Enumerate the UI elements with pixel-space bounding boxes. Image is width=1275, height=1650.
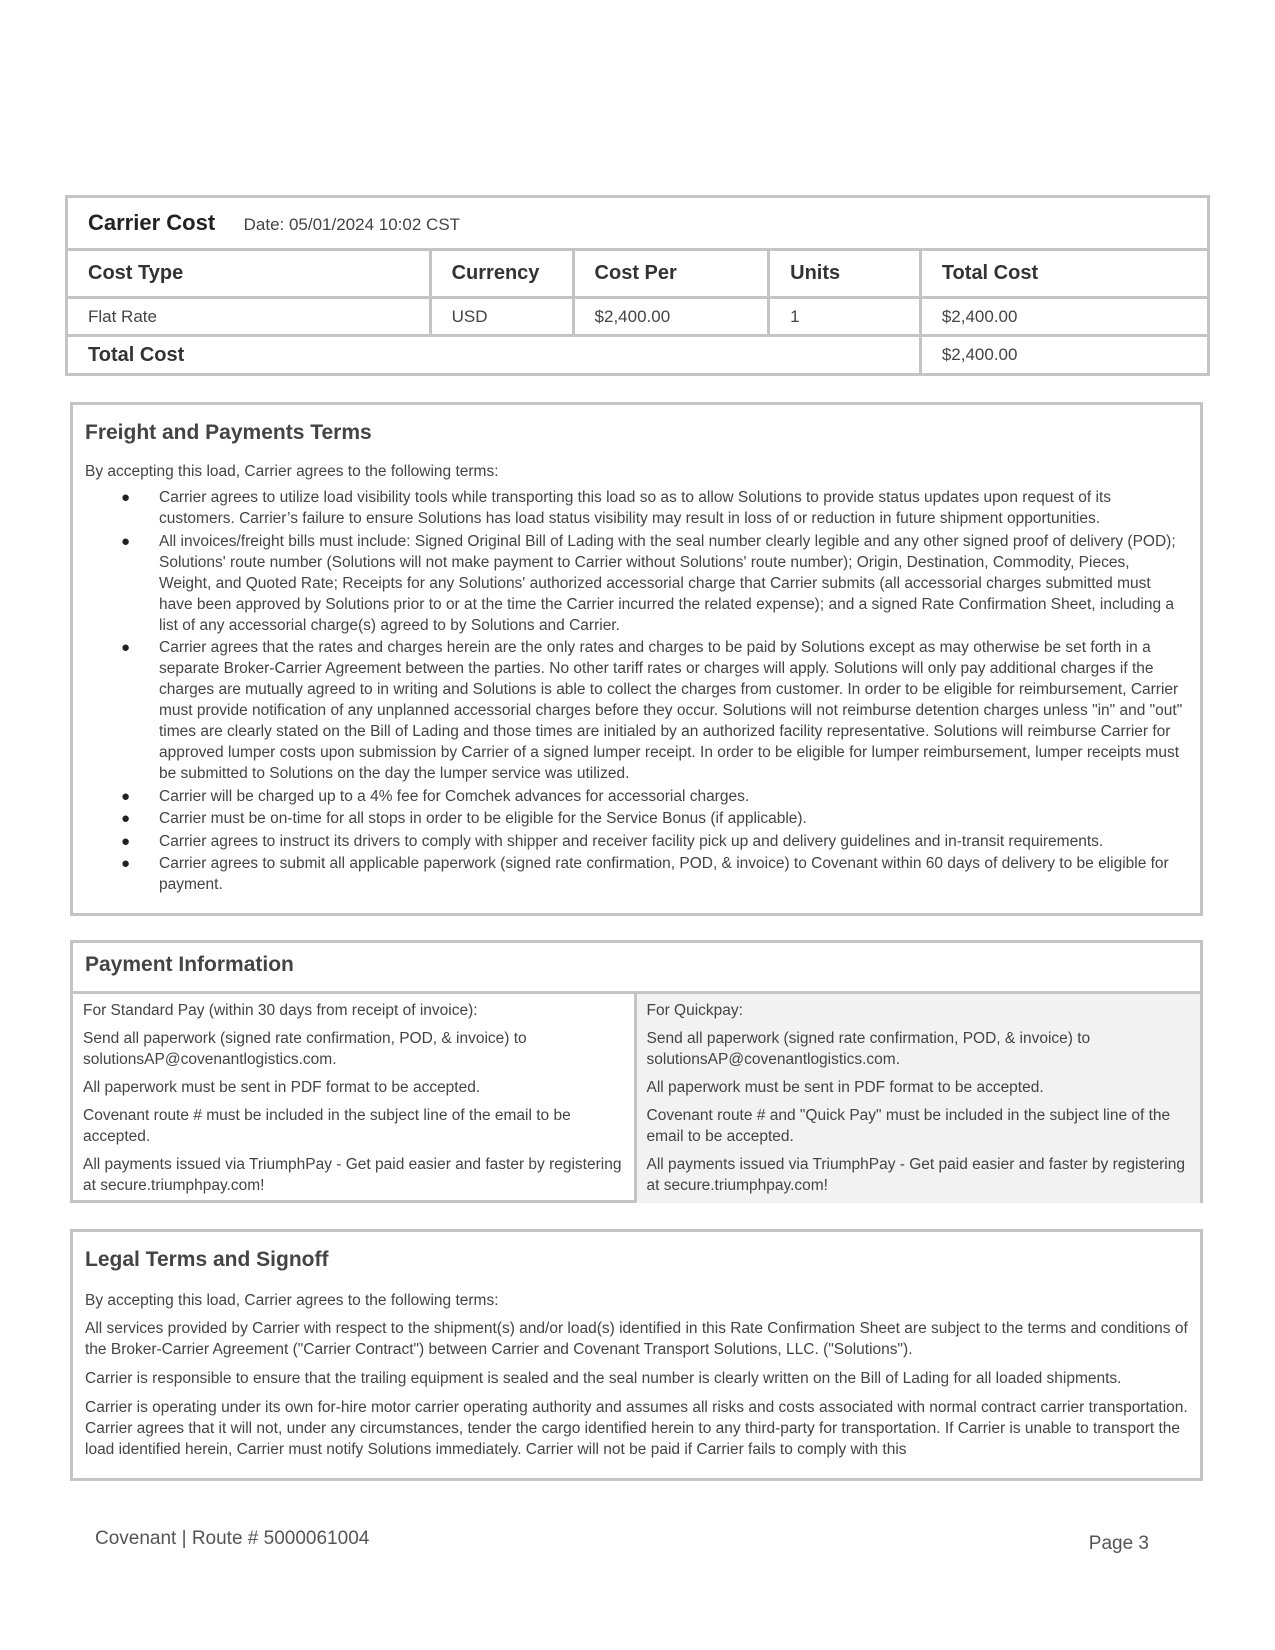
list-item: ● Carrier must be on-time for all stops in order to be eligible for the Service Bonus (if applicable). [121,810,807,827]
legal-paragraph: Carrier is responsible to ensure that the trailing equipment is sealed and the seal number is clearly written on the Bill of Lading for all loaded shipments. [85,1370,1122,1387]
bullet-icon: ● [121,532,131,550]
standard-pay-line: Send all paperwork (signed rate confirmation, POD, & invoice) to solutionsAP@covenantlogistics.com. [83,1030,527,1068]
payment-info-header [73,943,1200,994]
list-item: ● Carrier will be charged up to a 4% fee for Comchek advances for accessorial charges. [121,787,750,805]
freight-terms-section [70,402,1203,916]
payment-info-section [70,940,1203,1203]
cell-total-cost: $2,400.00 [920,298,1208,336]
column-header-cost-type: Cost Type [67,250,431,298]
list-item: ● Carrier agrees to instruct its drivers to comply with shipper and receiver facility pick up and delivery guidelines and in-transit requirements. [121,832,1104,850]
quickpay-line: All payments issued via TriumphPay - Get paid easier and faster by registering at secure.triumphpay.com! [646,1156,1185,1194]
freight-terms-intro: By accepting this load, Carrier agrees to the following terms: [85,463,499,480]
list-item: ● Carrier agrees that the rates and charges herein are the only rates and charges to be paid by Solutions except as may otherwise be set forth in a separate Broker-Carrier Agreement between the parties. No other tariff rates or charges will apply. Solutions will only pay additional charges if the charges are mutually agreed to in writing and Solutions is able to collect the charges from customer. In order to be eligible for reimbursement, Carrier must provide notification of any unplanned accessorial charges before they occur. Solutions will not reimburse detention charges unless "in" and "out" times are clearly stated on the Bill of Lading and those times are initialed by an authorized facility representative. Solutions will reimburse Carrier for approved lumper costs upon submission by Carrier of a signed lumper receipt. In order to be eligible for lumper reimbursement, lumper receipts must be submitted to Solutions on the day the lumper service was utilized. [121,639,1183,782]
bullet-icon: ● [121,787,131,805]
carrier-cost-date: Date: 05/01/2024 10:02 CST [243,215,461,234]
standard-pay-heading: For Standard Pay (within 30 days from receipt of invoice): [83,1002,478,1019]
quickpay-column [637,994,1201,1203]
quickpay-line: Send all paperwork (signed rate confirmation, POD, & invoice) to solutionsAP@covenantlogistics.com. [646,1030,1091,1068]
list-item: ● Carrier agrees to utilize load visibility tools while transporting this load so as to allow Solutions to provide status updates upon request of its customers. Carrier’s failure to ensure Solutions has load status visibility may result in loss of or reduction in future shipment opportunities. [121,489,1112,527]
cost-column-headers [67,250,1209,298]
cell-units: 1 [769,298,921,336]
legal-paragraph: Carrier is operating under its own for-hire motor carrier operating authority and assumes all risks and costs associated with normal contract carrier transportation. Carrier agrees that it will not, under any circumstances, tender the cargo identified herein to any third-party for transportation. If Carrier is unable to transport the load identified herein, Carrier must notify Solutions immediately. Carrier will not be paid if Carrier fails to comply with this [85,1399,1188,1458]
standard-pay-column [73,994,637,1203]
bullet-icon: ● [121,810,131,827]
standard-pay-line: All paperwork must be sent in PDF format to be accepted. [83,1079,481,1096]
quickpay-line: Covenant route # and "Quick Pay" must be included in the subject line of the email to be accepted. [646,1107,1171,1145]
column-header-units: Units [769,250,921,298]
legal-paragraph: All services provided by Carrier with respect to the shipment(s) and/or load(s) identified in this Rate Confirmation Sheet are subject to the terms and conditions of the Broker-Carrier Agreement ("Carrier Contract") between Carrier and Covenant Transport Solutions, LLC. ("Solutions"). [85,1320,1188,1358]
quickpay-line: All paperwork must be sent in PDF format to be accepted. [646,1079,1044,1096]
column-header-cost-per: Cost Per [573,250,769,298]
total-row [67,336,1209,375]
freight-terms-list [73,487,1200,895]
bullet-icon: ● [121,855,131,872]
payment-columns [73,994,1200,1203]
cell-currency: USD [430,298,573,336]
carrier-cost-table [65,195,1210,376]
total-cost-label: Total Cost [67,336,921,375]
bullet-icon: ● [121,639,131,656]
carrier-cost-title: Carrier Cost [88,210,216,235]
column-header-currency: Currency [430,250,573,298]
standard-pay-line: Covenant route # must be included in the subject line of the email to be accepted. [83,1107,571,1145]
list-item: ● All invoices/freight bills must include: Signed Original Bill of Lading with the seal number clearly legible and any other signed proof of delivery (POD); Solutions' route number (Solutions will not make payment to Carrier without Solutions' route number); Origin, Destination, Commodity, Pieces, Weight, and Quoted Rate; Receipts for any Solutions' authorized accessorial charge that Carrier submits (all accessorial charges submitted must have been approved by Solutions prior to or at the time the Carrier incurred the related expense); and a signed Rate Confirmation Sheet, including a list of any accessorial charge(s) agreed to by Solutions and Carrier. [121,532,1176,634]
page-number: Page 3 [1088,1533,1149,1554]
bullet-icon: ● [121,832,131,850]
quickpay-heading: For Quickpay: [646,1002,743,1019]
carrier-cost-header [67,197,1209,250]
cell-cost-type: Flat Rate [67,298,431,336]
footer-route: Covenant | Route # 5000061004 [95,1528,370,1549]
legal-terms-section [70,1229,1203,1481]
total-cost-value: $2,400.00 [920,336,1208,375]
payment-info-title: Payment Information [85,953,294,976]
table-row [67,298,1209,336]
legal-terms-intro: By accepting this load, Carrier agrees to the following terms: [85,1292,499,1309]
standard-pay-line: All payments issued via TriumphPay - Get paid easier and faster by registering at secure.triumphpay.com! [83,1156,622,1194]
column-header-total-cost: Total Cost [920,250,1208,298]
bullet-icon: ● [121,489,131,506]
legal-terms-title: Legal Terms and Signoff [85,1248,329,1271]
cell-cost-per: $2,400.00 [573,298,769,336]
list-item: ● Carrier agrees to submit all applicable paperwork (signed rate confirmation, POD, & invoice) to Covenant within 60 days of delivery to be eligible for payment. [121,855,1169,893]
freight-terms-title: Freight and Payments Terms [85,421,372,444]
